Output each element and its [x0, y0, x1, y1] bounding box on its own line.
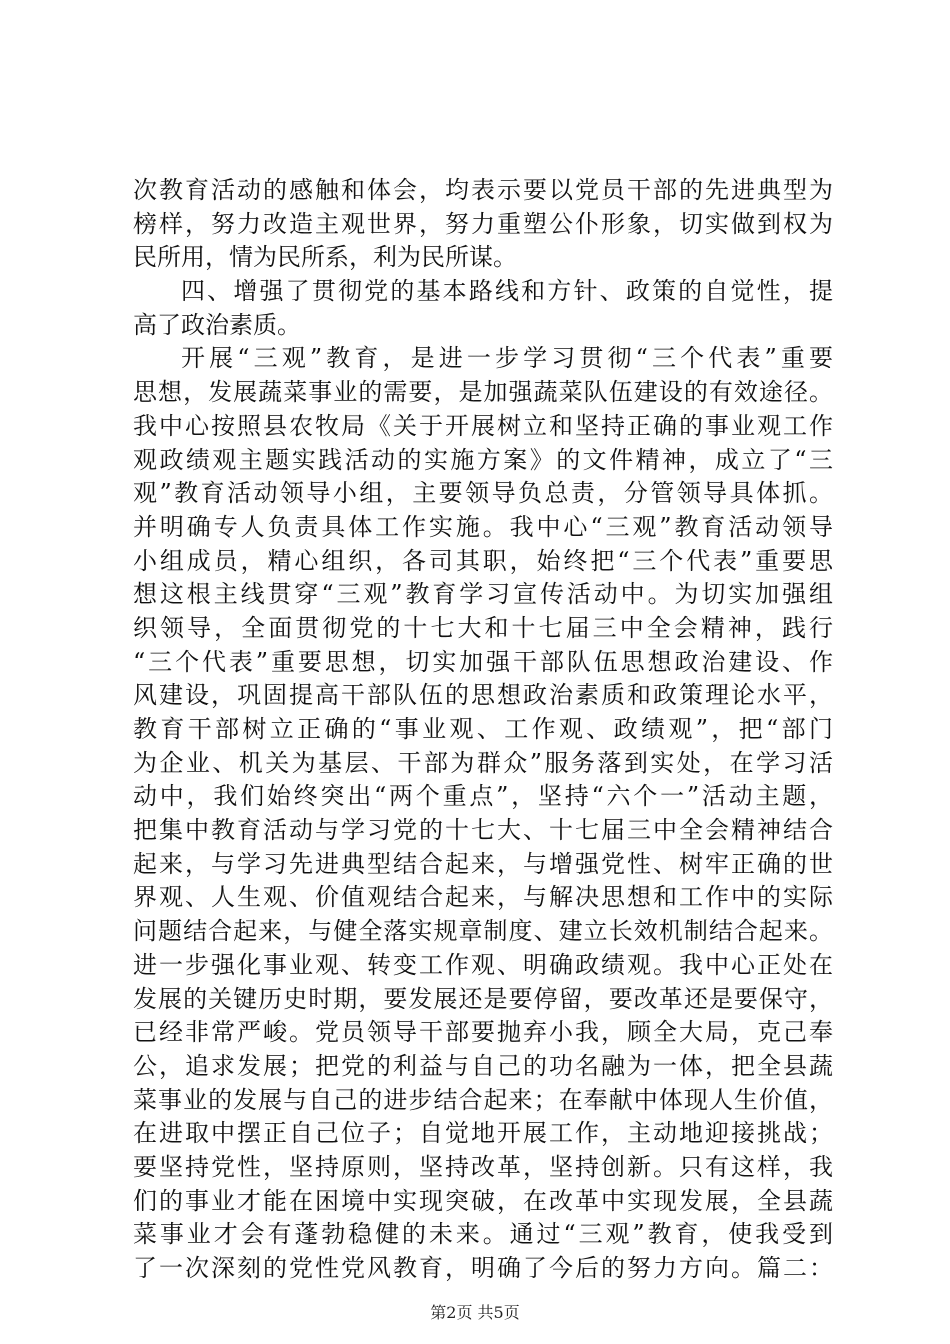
text-line: 进一步强化事业观、转变工作观、明确政绩观。我中心正处在	[133, 950, 833, 979]
page-footer: 第2页 共5页	[430, 1303, 520, 1322]
text-line: 榜样，努力改造主观世界，努力重塑公仆形象，切实做到权为	[133, 209, 833, 238]
text-line: 思想，发展蔬菜事业的需要，是加强蔬菜队伍建设的有效途径。	[133, 378, 833, 407]
text-line: 风建设，巩固提高干部队伍的思想政治素质和政策理论水平，	[133, 681, 833, 710]
text-line: 小组成员，精心组织，各司其职，始终把“三个代表”重要思	[133, 546, 833, 575]
text-line: 要坚持党性，坚持原则，坚持改革，坚持创新。只有这样，我	[133, 1152, 833, 1181]
text-line: 为企业、机关为基层、干部为群众”服务落到实处，在学习活	[133, 748, 833, 777]
text-line: 织领导，全面贯彻党的十七大和十七届三中全会精神，践行	[133, 613, 833, 642]
text-line: 次教育活动的感触和体会，均表示要以党员干部的先进典型为	[133, 176, 833, 204]
text-line: 民所用，情为民所系，利为民所谋。	[133, 243, 517, 272]
text-line: 我中心按照县农牧局《关于开展树立和坚持正确的事业观工作	[133, 411, 833, 440]
document-body	[133, 174, 833, 1286]
text-line: 菜事业的发展与自己的进步结合起来；在奉献中体现人生价值，	[133, 1085, 833, 1114]
text-line: 在进取中摆正自己位子；自觉地开展工作，主动地迎接挑战；	[133, 1119, 833, 1148]
text-line: 们的事业才能在困境中实现突破，在改革中实现发展，全县蔬	[133, 1186, 833, 1215]
text-line: 想这根主线贯穿“三观”教育学习宣传活动中。为切实加强组	[133, 580, 833, 609]
text-line: 高了政治素质。	[133, 310, 301, 339]
text-line: 问题结合起来，与健全落实规章制度、建立长效机制结合起来。	[133, 917, 833, 946]
text-line: 把集中教育活动与学习党的十七大、十七届三中全会精神结合	[133, 816, 833, 845]
text-line: 观政绩观主题实践活动的实施方案》的文件精神，成立了“三	[133, 445, 833, 474]
text-line: 发展的关键历史时期，要发展还是要停留，要改革还是要保守，	[133, 984, 833, 1013]
text-line: 菜事业才会有蓬勃稳健的未来。通过“三观”教育，使我受到	[133, 1220, 833, 1249]
text-line: 四、增强了贯彻党的基本路线和方针、政策的自觉性，提	[181, 277, 833, 306]
text-line: “三个代表”重要思想，切实加强干部队伍思想政治建设、作	[133, 647, 833, 676]
text-line: 观”教育活动领导小组，主要领导负总责，分管领导具体抓。	[133, 479, 833, 508]
text-line: 界观、人生观、价值观结合起来，与解决思想和工作中的实际	[133, 883, 833, 912]
text-line: 起来，与学习先进典型结合起来，与增强党性、树牢正确的世	[133, 849, 833, 878]
text-line: 开展“三观”教育，是进一步学习贯彻“三个代表”重要	[181, 344, 833, 373]
text-line: 教育干部树立正确的“事业观、工作观、政绩观”，把“部门	[133, 715, 833, 743]
text-line: 了一次深刻的党性党风教育，明确了今后的努力方向。篇二：	[133, 1254, 833, 1282]
text-line: 并明确专人负责具体工作实施。我中心“三观”教育活动领导	[133, 512, 833, 541]
text-line: 动中，我们始终突出“两个重点”，坚持“六个一”活动主题，	[133, 782, 833, 811]
text-line: 已经非常严峻。党员领导干部要抛弃小我，顾全大局，克己奉	[133, 1018, 833, 1047]
text-line: 公，追求发展；把党的利益与自己的功名融为一体，把全县蔬	[133, 1051, 833, 1080]
